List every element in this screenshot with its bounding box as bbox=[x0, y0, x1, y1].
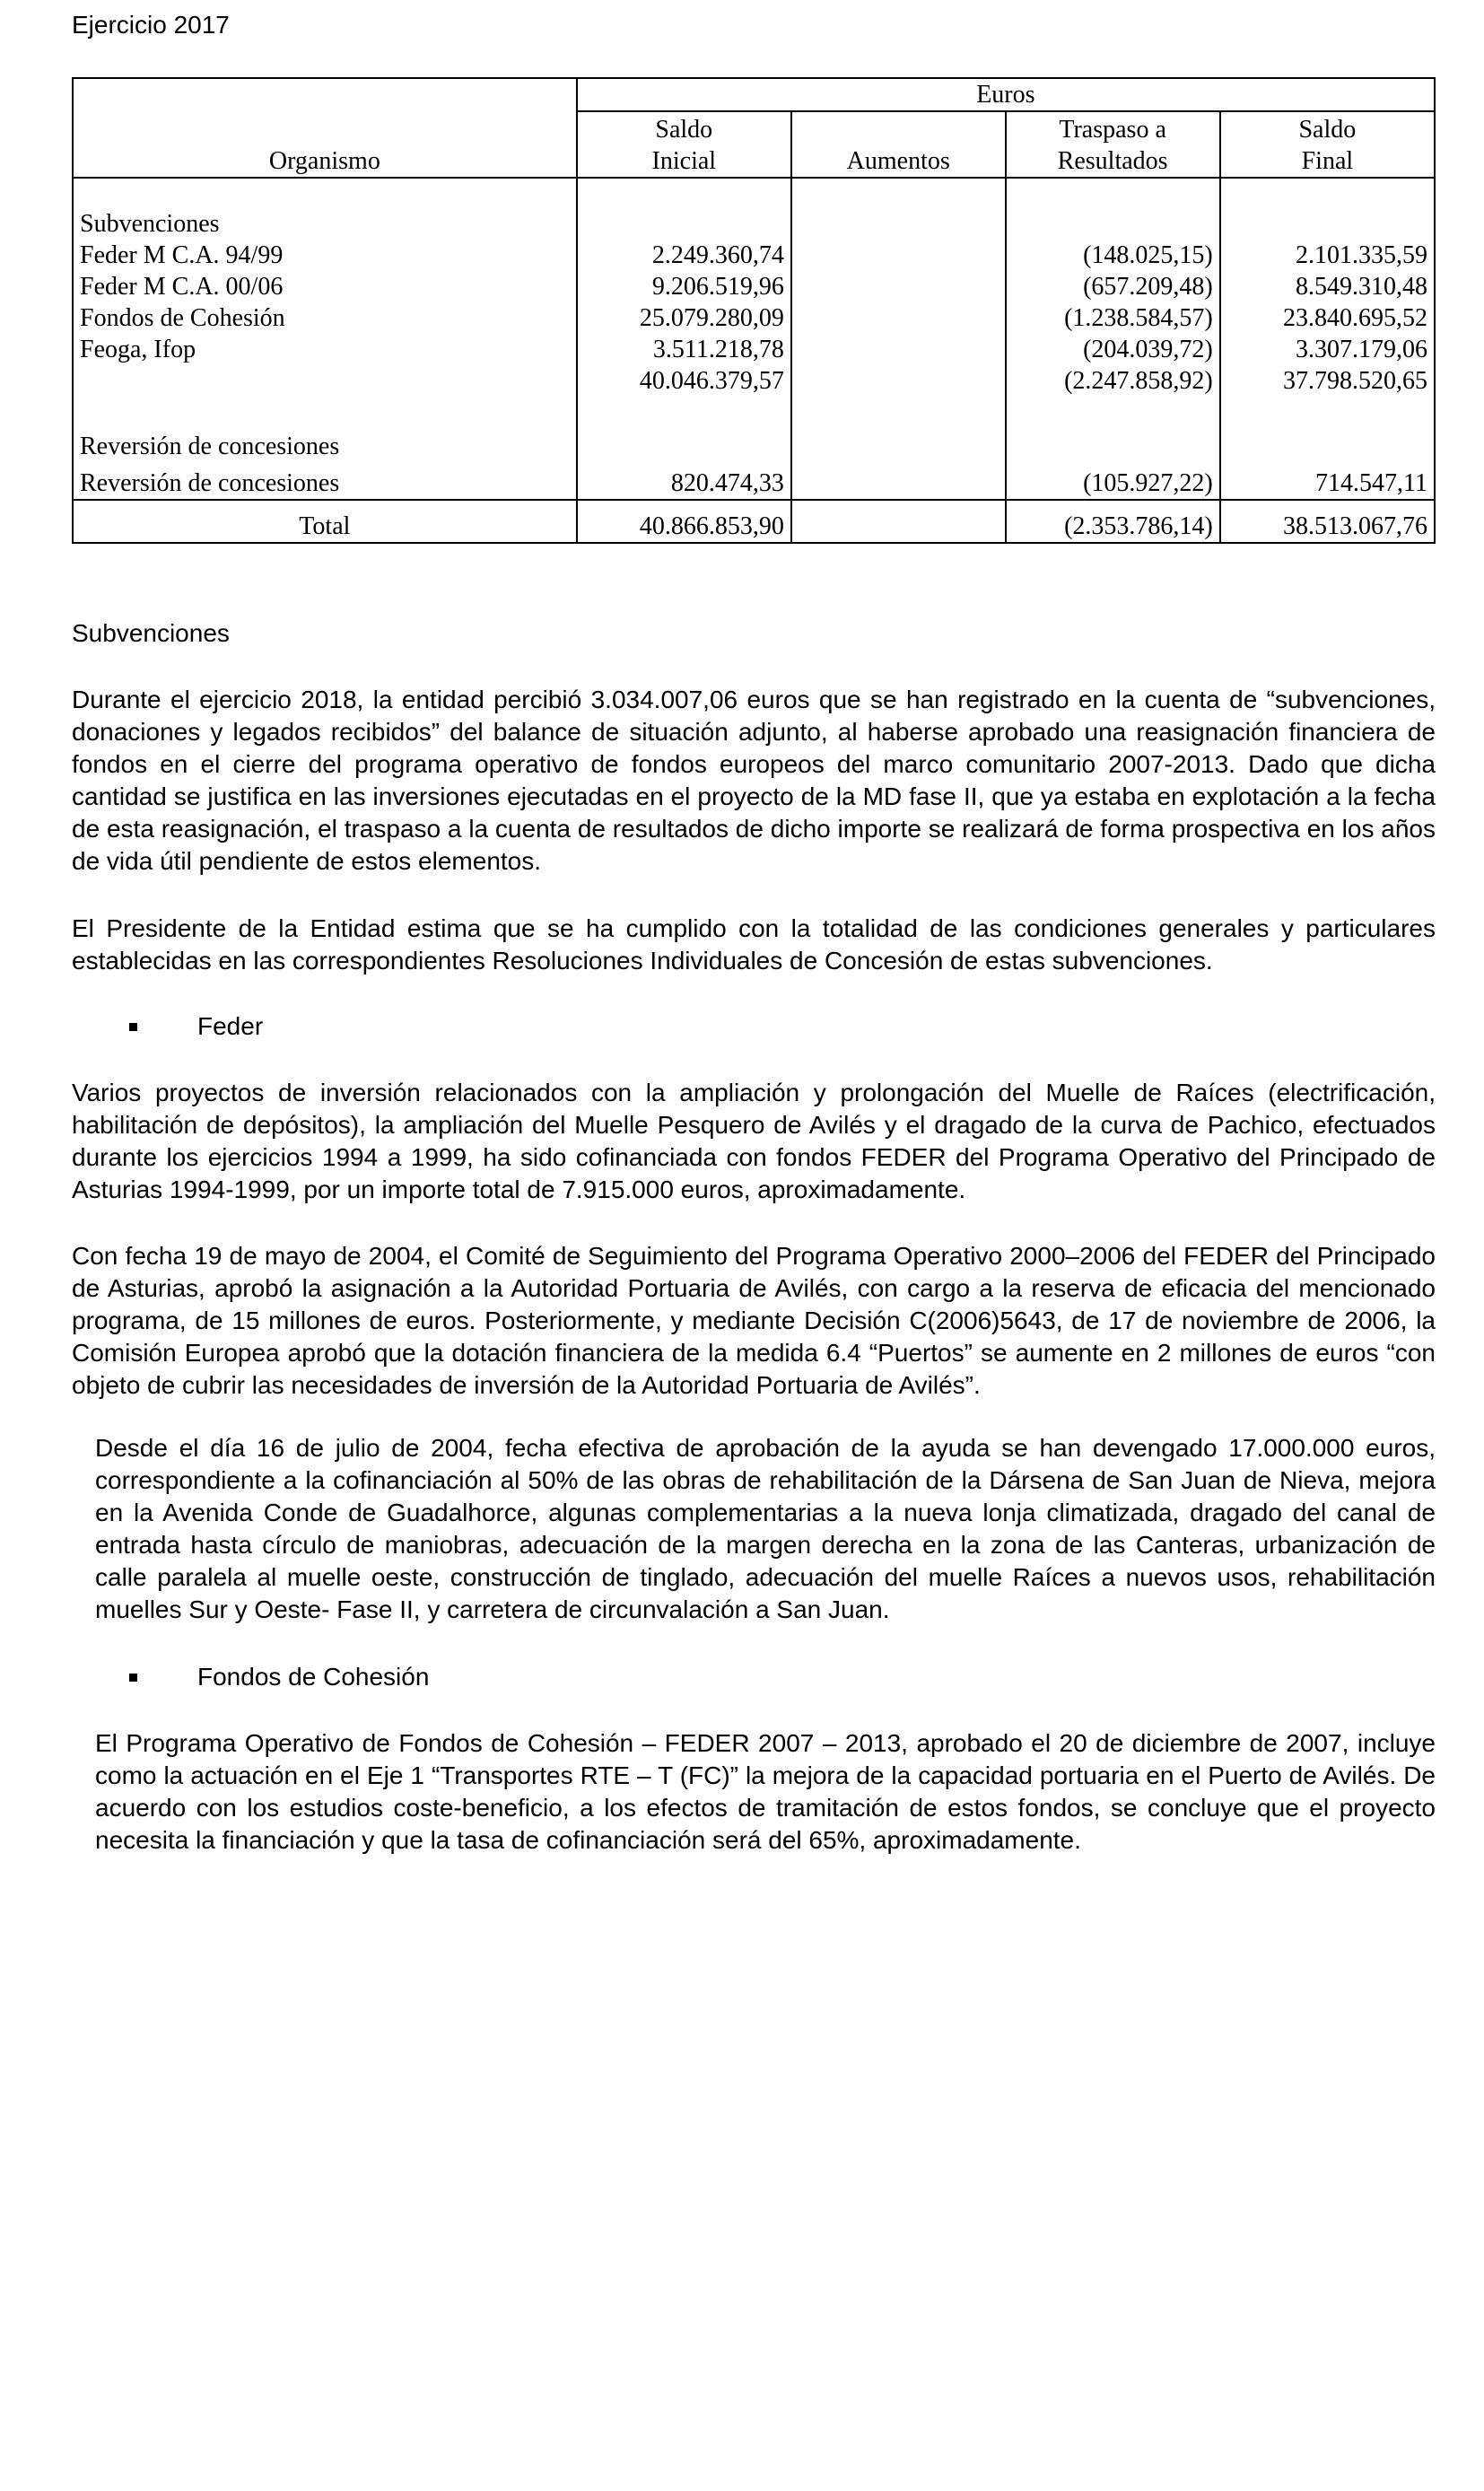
total-aumentos bbox=[791, 500, 1006, 543]
bullet-square-icon bbox=[129, 1023, 137, 1031]
paragraph-5 bbox=[95, 1432, 1436, 1626]
row-name: Feder M C.A. 00/06 bbox=[80, 273, 284, 301]
paragraph-5-text: Desde el día 16 de julio de 2004, fecha efectiva de aprobación de la ayuda se han devengado 17.000.000 euros, correspondiente a la cofinanciación al 50% de las obras de rehabilitación de la Dársena de San Juan de Nieva, mejora en la Avenida Conde de Guadalhorce, algunas complementarias a la nueva lonja climatizada, dragado del canal de entrada hasta círculo de maniobras, adecuación de la margen derecha en la zona de las Canteras, urbanización de calle paralela al muelle oeste, construcción de tinglado, adecuación del muelle Raíces a nuevos usos, rehabilitación muelles Sur y Oeste- Fase II, y carretera de circunvalación a San Juan. bbox=[95, 1434, 1436, 1623]
spacer bbox=[1227, 397, 1427, 468]
cell-traspaso: (1.238.584,57) bbox=[1064, 304, 1213, 332]
row-name: Feder M C.A. 94/99 bbox=[80, 241, 284, 269]
paragraph-3-text: Varios proyectos de inversión relacionados con la ampliación y prolongación del Muelle de Raíces (electrificación, habilitación de depósitos), la ampliación del Muelle Pesquero de Avilés y el dragado de la curva de Pachico, efectuados durante los ejercicios 1994 a 1999, ha sido cofinanciada con fondos FEDER del Programa Operativo del Principado de Asturias 1994-1999, por un importe total de 7.915.000 euros, aproximadamente. bbox=[72, 1079, 1436, 1203]
cell-inicial: 2.249.360,74 bbox=[651, 241, 784, 269]
header-traspaso bbox=[1006, 111, 1220, 178]
paragraph-6 bbox=[95, 1727, 1436, 1857]
total-final: 38.513.067,76 bbox=[1220, 500, 1435, 543]
cell-final: 8.549.310,48 bbox=[1296, 273, 1427, 301]
cell-reversion-inicial: 820.474,33 bbox=[670, 469, 784, 497]
exercise-heading: Ejercicio 2017 bbox=[72, 11, 230, 39]
header-saldo-final-l1: Saldo bbox=[1298, 116, 1357, 144]
paragraph-6-text: El Programa Operativo de Fondos de Cohesión – FEDER 2007 – 2013, aprobado el 20 de diciembre de 2007, incluye como la actuación en el Eje 1 “Transportes RTE – T (FC)” la mejora de la capacidad portuaria en el Puerto de Avilés. De acuerdo con los estudios coste-beneficio, a los efectos de tramitación de estos fondos, se concluye que el proyecto necesita la financiación y que la tasa de cofinanciación será del 65%, aproximadamente. bbox=[95, 1729, 1436, 1854]
paragraph-4-text: Con fecha 19 de mayo de 2004, el Comité de Seguimiento del Programa Operativo 2000–2006 del FEDER del Principado de Asturias, aprobó la asignación a la Autoridad Portuaria de Avilés, con cargo a la reserva de eficacia del mencionado programa, de 15 millones de euros. Posteriormente, y mediante Decisión C(2006)5643, de 17 de noviembre de 2006, la Comisión Europea aprobó que la dotación financiera de la medida 6.4 “Puertos” se aumente en 2 millones de euros “con objeto de cubrir las necesidades de inversión de la Autoridad Portuaria de Avilés”. bbox=[72, 1242, 1436, 1399]
total-traspaso: (2.353.786,14) bbox=[1006, 500, 1220, 543]
row-name: Fondos de Cohesión bbox=[80, 304, 285, 332]
paragraph-2 bbox=[72, 913, 1436, 977]
header-saldo-inicial-l2: Inicial bbox=[651, 147, 717, 175]
section-title-subvenciones: Subvenciones bbox=[80, 210, 220, 238]
header-traspaso-l1: Traspaso a bbox=[1059, 116, 1166, 144]
body-aumentos-col bbox=[791, 178, 1006, 500]
body-organismo-col bbox=[73, 178, 577, 500]
table-total-row bbox=[73, 500, 1435, 543]
cell-inicial: 25.079.280,09 bbox=[639, 304, 784, 332]
body-traspaso-col bbox=[1006, 178, 1220, 500]
cell-final: 23.840.695,52 bbox=[1283, 304, 1427, 332]
total-label: Total bbox=[73, 500, 577, 543]
table-body-row bbox=[73, 178, 1435, 500]
cell-final: 3.307.179,06 bbox=[1296, 336, 1427, 363]
cell-subtotal-inicial: 40.046.379,57 bbox=[639, 367, 784, 395]
paragraph-1 bbox=[72, 684, 1436, 878]
bullet-cohesion-label: Fondos de Cohesión bbox=[197, 1663, 430, 1691]
cell-subtotal-traspaso: (2.247.858,92) bbox=[1064, 367, 1213, 395]
paragraph-1-text: Durante el ejercicio 2018, la entidad percibió 3.034.007,06 euros que se han registrado en la cuenta de “subvenciones, donaciones y legados recibidos” del balance de situación adjunto, al haberse aprobado una reasignación financiera de fondos en el cierre del programa operativo de fondos europeos del marco comunitario 2007-2013. Dado que dicha cantidad se justifica en las inversiones ejecutadas en el proyecto de la MD fase II, que ya estaba en explotación a la fecha de esta reasignación, el traspaso a la cuenta de resultados de dicho importe se realizará de forma prospectiva en los años de vida útil pendiente de estos elementos. bbox=[72, 686, 1436, 875]
row-name: Reversión de concesiones bbox=[80, 469, 340, 497]
cell-reversion-final: 714.547,11 bbox=[1315, 469, 1427, 497]
header-euros: Euros bbox=[577, 78, 1435, 111]
section-title-subvenciones-text: Subvenciones bbox=[72, 619, 230, 647]
cell-inicial: 3.511.218,78 bbox=[652, 336, 784, 363]
header-aumentos: Aumentos bbox=[791, 111, 1006, 178]
header-organismo: Organismo bbox=[73, 78, 577, 178]
paragraph-4 bbox=[72, 1240, 1436, 1402]
table-group-header-row bbox=[73, 78, 1435, 111]
body-saldo-inicial-col bbox=[577, 178, 791, 500]
cell-traspaso: (657.209,48) bbox=[1083, 273, 1213, 301]
paragraph-2-text: El Presidente de la Entidad estima que se ha cumplido con la totalidad de las condiciones generales y particulares establecidas en las correspondientes Resoluciones Individuales de Concesión de estas subvenciones. bbox=[72, 914, 1436, 975]
subtotal-label-empty bbox=[80, 365, 570, 397]
header-saldo-final bbox=[1220, 111, 1435, 178]
cell-reversion-traspaso: (105.927,22) bbox=[1083, 469, 1213, 497]
header-saldo-final-l2: Final bbox=[1301, 147, 1354, 175]
header-traspaso-l2: Resultados bbox=[1057, 147, 1168, 175]
bullet-feder-label: Feder bbox=[197, 1012, 264, 1040]
spacer bbox=[1013, 397, 1213, 468]
total-inicial: 40.866.853,90 bbox=[577, 500, 791, 543]
header-saldo-inicial-l1: Saldo bbox=[655, 116, 713, 144]
bullet-feder bbox=[129, 1010, 263, 1043]
spacer bbox=[584, 397, 784, 468]
cell-traspaso: (204.039,72) bbox=[1083, 336, 1213, 363]
header-saldo-inicial bbox=[577, 111, 791, 178]
paragraph-3 bbox=[72, 1077, 1436, 1206]
row-name: Feoga, Ifop bbox=[80, 336, 196, 363]
cell-traspaso: (148.025,15) bbox=[1083, 241, 1213, 269]
bullet-cohesion bbox=[129, 1661, 429, 1693]
bullet-square-icon bbox=[129, 1674, 137, 1682]
cell-subtotal-final: 37.798.520,65 bbox=[1283, 367, 1427, 395]
body-saldo-final-col bbox=[1220, 178, 1435, 500]
cell-inicial: 9.206.519,96 bbox=[651, 273, 784, 301]
subsidies-table bbox=[72, 77, 1436, 544]
section-title-reversion: Reversión de concesiones bbox=[80, 433, 340, 460]
spacer bbox=[80, 397, 570, 431]
cell-final: 2.101.335,59 bbox=[1296, 241, 1427, 269]
